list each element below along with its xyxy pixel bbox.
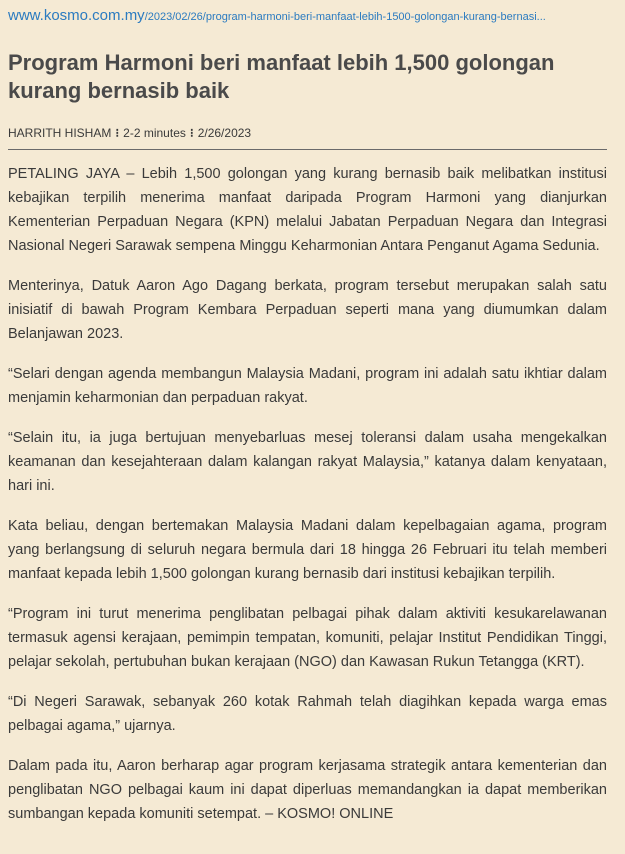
source-url[interactable] <box>8 0 607 30</box>
paragraph: PETALING JAYA – Lebih 1,500 golongan yang kurang bernasib baik melibatkan institusi kebajikan terpilih menerima manfaat daripada Program Harmoni yang dianjurkan Kementerian Perpaduan Negara (KPN) melalui Jabatan Perpaduan Negara dan Integrasi Nasional Negeri Sarawak sempena Minggu Keharmonian Antara Penganut Agama Sedunia. <box>8 166 607 254</box>
article-title: Program Harmoni beri manfaat lebih 1,500 golongan kurang bernasib baik <box>8 50 555 103</box>
article-meta <box>8 126 607 150</box>
paragraph: “Selari dengan agenda membangun Malaysia Madani, program ini adalah satu ikhtiar dalam menjamin keharmonian dan perpaduan rakyat. <box>8 366 607 406</box>
paragraph: Dalam pada itu, Aaron berharap agar program kerjasama strategik antara kementerian dan penglibatan NGO pelbagai kaum ini dapat diperluas memandangkan ia dapat memberikan sumbangan kepada komuniti setempat. – KOSMO! ONLINE <box>8 758 607 822</box>
paragraph: “Program ini turut menerima penglibatan pelbagai pihak dalam aktiviti kesukarelawanan termasuk agensi kerajaan, pemimpin tempatan, komuniti, pelajar Institut Pendidikan Tinggi, pelajar sekolah, pertubuhan bukan kerajaan (NGO) dan Kawasan Rukun Tetangga (KRT). <box>8 606 607 670</box>
paragraph: Kata beliau, dengan bertemakan Malaysia Madani dalam kepelbagaian agama, program yang berlangsung di seluruh negara bermula dari 18 hingga 26 Februari itu telah memberi manfaat kepada lebih 1,500 golongan kurang bernasib dari institusi kebajikan terpilih. <box>8 518 607 582</box>
publish-date: 2/26/2023 <box>197 126 252 140</box>
meta-separator: ⁝ <box>115 126 120 140</box>
paragraph: “Selain itu, ia juga bertujuan menyebarluas mesej toleransi dalam usaha mengekalkan keamanan dan kesejahteraan dalam kalangan rakyat Malaysia,” katanya dalam kenyataan, hari ini. <box>8 430 607 494</box>
meta-separator: ⁝ <box>189 126 194 140</box>
paragraph: Menterinya, Datuk Aaron Ago Dagang berkata, program tersebut merupakan salah satu inisiatif di bawah Program Kembara Perpaduan seperti mana yang diumumkan dalam Belanjawan 2023. <box>8 278 607 342</box>
read-time: 2-2 minutes <box>123 126 186 140</box>
article-body <box>8 162 607 826</box>
url-path-link[interactable]: /2023/02/26/program-harmoni-beri-manfaat-lebih-1500-golongan-kurang-bernasi... <box>144 11 546 23</box>
author-name: HARRITH HISHAM <box>8 126 112 140</box>
url-domain-link[interactable]: www.kosmo.com.my <box>8 7 145 24</box>
paragraph: “Di Negeri Sarawak, sebanyak 260 kotak Rahmah telah diagihkan kepada warga emas pelbagai agama,” ujarnya. <box>8 694 607 734</box>
